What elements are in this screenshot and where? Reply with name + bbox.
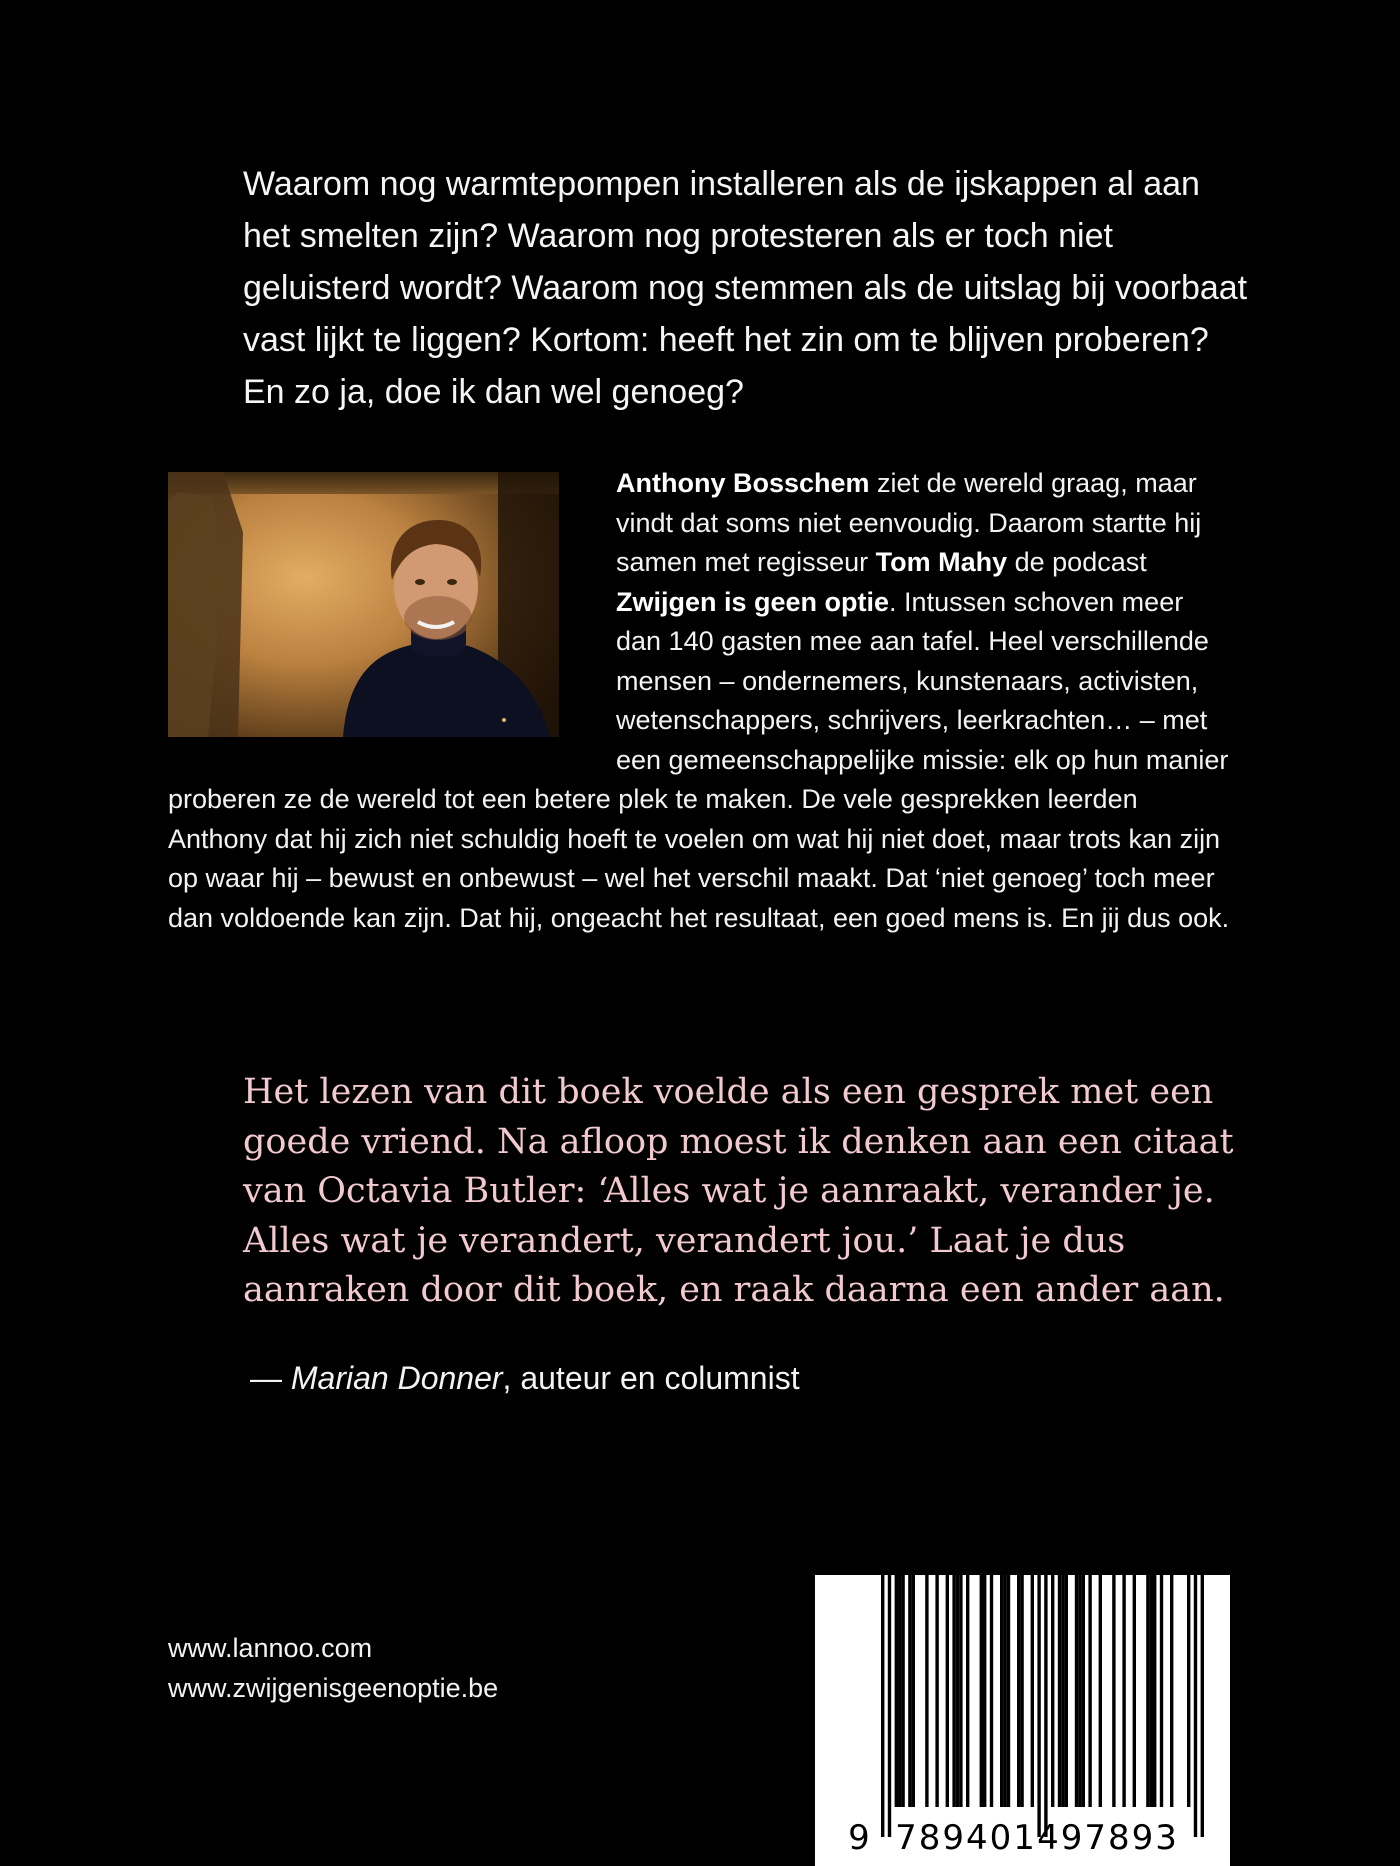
barcode-bar [908, 1575, 911, 1807]
barcode-bar [1099, 1575, 1102, 1807]
barcode-bar [1153, 1575, 1156, 1807]
barcode-bar [1160, 1575, 1163, 1807]
barcode-bar [1082, 1575, 1085, 1807]
barcode-bar [1007, 1575, 1010, 1807]
barcode-bar [1088, 1575, 1091, 1807]
barcode-bar [1017, 1575, 1020, 1807]
barcode-bar [980, 1575, 983, 1807]
barcode-bar [990, 1575, 993, 1807]
barcode-bar [1150, 1575, 1153, 1807]
barcode-bar [1133, 1575, 1136, 1807]
barcode-bar [888, 1575, 891, 1837]
barcode-bar [912, 1575, 915, 1807]
barcode-bar [1146, 1575, 1149, 1807]
author-name: Anthony Bosschem [616, 468, 870, 498]
barcode-bar [895, 1575, 898, 1807]
barcode-bar [1194, 1575, 1197, 1837]
barcode-bar [1061, 1575, 1064, 1807]
barcode-bar [952, 1575, 955, 1807]
barcode-bar [1201, 1575, 1204, 1837]
barcode-bar [1065, 1575, 1068, 1807]
barcode-bar [983, 1575, 986, 1807]
barcode-left-digits: 789401 [895, 1818, 1037, 1858]
director-name: Tom Mahy [875, 547, 1008, 577]
bio-text-1: ziet de wereld graag, maar vindt dat soms niet eenvoudig. Daarom startte hij samen met regisseur [616, 468, 1202, 577]
barcode-bar [1075, 1575, 1078, 1807]
barcode-bar [946, 1575, 949, 1807]
barcode-bar [901, 1575, 904, 1807]
quote-attribution [250, 1356, 800, 1400]
bio-text-2: de podcast [1007, 547, 1147, 577]
barcode-graphic [815, 1575, 1230, 1866]
barcode-bar [1020, 1575, 1023, 1807]
attribution-dash: — [250, 1360, 291, 1396]
barcode-bar [966, 1575, 969, 1807]
barcode-bars [881, 1575, 1204, 1837]
barcode-bar [956, 1575, 959, 1807]
barcode-bar [1058, 1575, 1061, 1807]
barcode-bar [1044, 1575, 1047, 1837]
barcode-bar [1000, 1575, 1003, 1807]
author-bio [168, 464, 1230, 938]
barcode-right-digits: 497893 [1037, 1818, 1179, 1858]
barcode-bar [959, 1575, 962, 1807]
bio-text-3: . Intussen schoven meer dan 140 gasten mee aan tafel. Heel verschillende mensen – ondernemers, kunstenaars, activisten, wetenschappers, schrijvers, leerkrachten… – met een gemeenschappelijke missie: elk op hun manier proberen ze de wereld tot een betere plek te maken. De vele gesprekken leerden Anthony dat hij zich niet schuldig hoeft te voelen om wat hij niet doet, maar trots kan zijn op waar hij – bewust en onbewust – wel het verschil maakt. Dat ‘niet genoeg’ toch meer dan voldoende kan zijn. Dat hij, ongeacht het resultaat, een goed mens is. En jij dus ook. [168, 586, 1230, 933]
publisher-url[interactable]: www.lannoo.com [168, 1633, 373, 1663]
quote-author-role: , auteur en columnist [502, 1360, 800, 1396]
barcode-bar [1122, 1575, 1125, 1807]
photo-spacer [168, 464, 616, 780]
barcode-bar [898, 1575, 901, 1807]
intro-text: Waarom nog warmtepompen installeren als de ijskappen al aan het smelten zijn? Waarom nog protesteren als er toch niet geluisterd wordt? Waarom nog stemmen als de uitslag bij voorbaat vast lijkt te liggen? Kortom: heeft het zin om te blijven proberen? En zo ja, doe ik dan wel genoeg? [243, 165, 1248, 411]
podcast-name: Zwijgen is geen optie [616, 586, 890, 617]
barcode-bar [1078, 1575, 1081, 1807]
quote-author: Marian Donner [290, 1360, 503, 1396]
testimonial-quote: Het lezen van dit boek voelde als een gesprek met een goede vriend. Na afloop moest ik denken aan een citaat van Octavia Butler: ‘Alles wat je aanraakt, verander je. Alles wat je verandert, verandert jou.’ Laat je dus aanraken door dit boek, en raak daarna een ander aan. [243, 1072, 1234, 1310]
barcode-bar [1031, 1575, 1034, 1807]
barcode-bar [1037, 1575, 1040, 1837]
barcode-bar [1170, 1575, 1173, 1807]
isbn-barcode [815, 1575, 1230, 1866]
barcode-bar [1187, 1575, 1190, 1807]
barcode-bar [1003, 1575, 1006, 1807]
barcode-bar [1112, 1575, 1115, 1807]
barcode-bar [925, 1575, 928, 1807]
barcode-bar [1051, 1575, 1054, 1807]
barcode-lead-digit: 9 [848, 1818, 870, 1858]
barcode-bar [935, 1575, 938, 1807]
podcast-url[interactable]: www.zwijgenisgeenoptie.be [168, 1673, 499, 1703]
barcode-bar [881, 1575, 884, 1837]
